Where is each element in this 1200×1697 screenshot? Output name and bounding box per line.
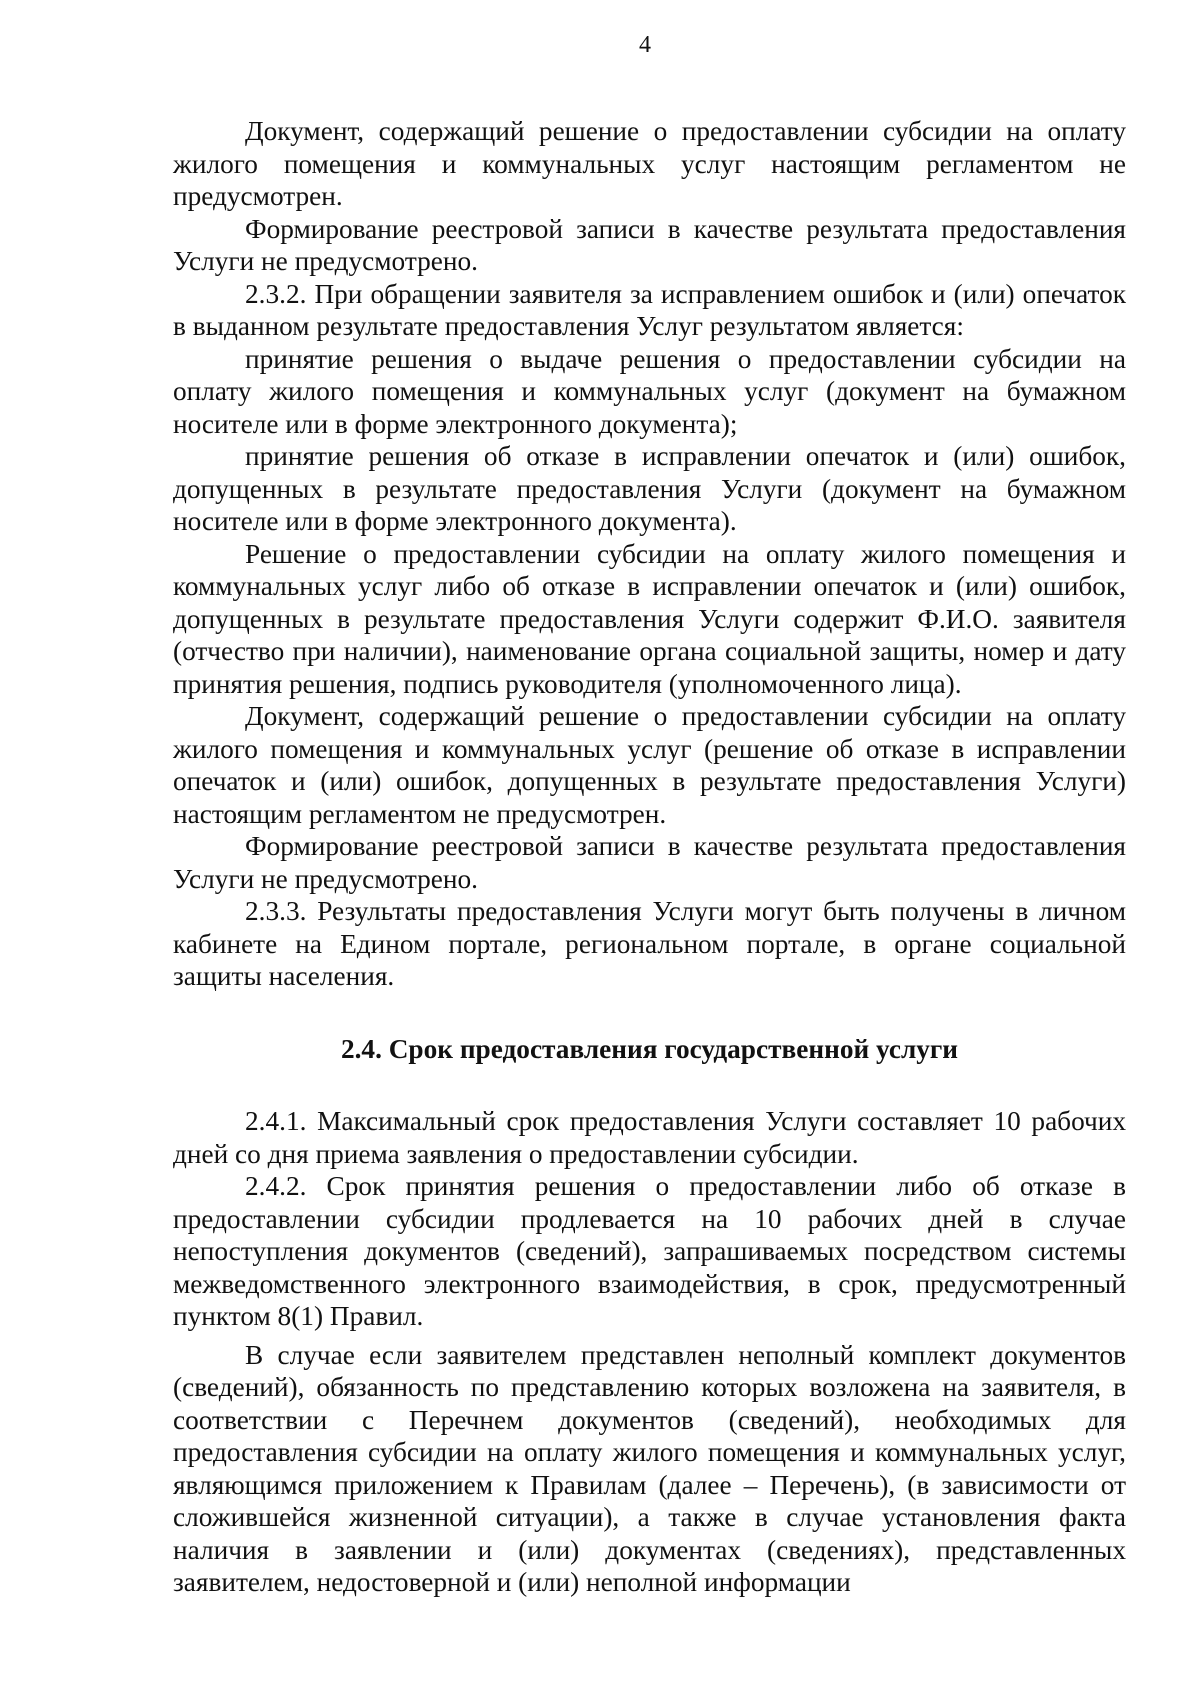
- paragraph: принятие решения об отказе в исправлении опечаток и (или) ошибок, допущенных в результате предоставления Услуги (документ на бумажном носителе или в форме электронного документа).: [173, 441, 1126, 536]
- section-heading: 2.4. Срок предоставления государственной услуги: [340, 1033, 959, 1064]
- page-number: 4: [639, 32, 651, 58]
- paragraph: 2.3.2. При обращении заявителя за исправлением ошибок и (или) опечаток в выданном результате предоставления Услуг результатом является:: [173, 278, 1126, 341]
- paragraph: Документ, содержащий решение о предоставлении субсидии на оплату жилого помещения и коммунальных услуг (решение об отказе в исправлении опечаток и (или) ошибок, допущенных в результате предоставления Услуги) настоящим регламентом не предусмотрен.: [173, 701, 1126, 829]
- paragraph: Формирование реестровой записи в качестве результата предоставления Услуги не предусмотрено.: [173, 831, 1126, 894]
- paragraph: 2.4.1. Максимальный срок предоставления Услуги составляет 10 рабочих дней со дня приема заявления о предоставлении субсидии.: [173, 1106, 1126, 1169]
- paragraph: 2.3.3. Результаты предоставления Услуги могут быть получены в личном кабинете на Едином портале, региональном портале, в органе социальной защиты населения.: [173, 896, 1126, 991]
- paragraph: принятие решения о выдаче решения о предоставлении субсидии на оплату жилого помещения и коммунальных услуг (документ на бумажном носителе или в форме электронного документа);: [173, 343, 1126, 439]
- paragraph: Формирование реестровой записи в качестве результата предоставления Услуги не предусмотрено.: [173, 213, 1126, 276]
- document-body: [173, 115, 1126, 1599]
- paragraph: 2.4.2. Срок принятия решения о предоставлении либо об отказе в предоставлении субсидии продлевается на 10 рабочих дней в случае непоступления документов (сведений), запрашиваемых посредством системы межведомственного электронного взаимодействия, в срок, предусмотренный пунктом 8(1) Правил.: [173, 1171, 1126, 1331]
- paragraph: В случае если заявителем представлен неполный комплект документов (сведений), обязанность по представлению которых возложена на заявителя, в соответствии с Перечнем документов (сведений), необходимых для предоставления субсидии на оплату жилого помещения и коммунальных услуг, являющимся приложением к Правилам (далее – Перечень), (в зависимости от сложившейся жизненной ситуации), а также в случае установления факта наличия в заявлении и (или) документах (сведениях), представленных заявителем, недостоверной и (или) неполной информации: [173, 1339, 1126, 1597]
- paragraph: Документ, содержащий решение о предоставлении субсидии на оплату жилого помещения и коммунальных услуг настоящим регламентом не предусмотрен.: [173, 116, 1126, 211]
- paragraph: Решение о предоставлении субсидии на оплату жилого помещения и коммунальных услуг либо об отказе в исправлении опечаток и (или) ошибок, допущенных в результате предоставления Услуги содержит Ф.И.О. заявителя (отчество при наличии), наименование органа социальной защиты, номер и дату принятия решения, подпись руководителя (уполномоченного лица).: [173, 538, 1126, 699]
